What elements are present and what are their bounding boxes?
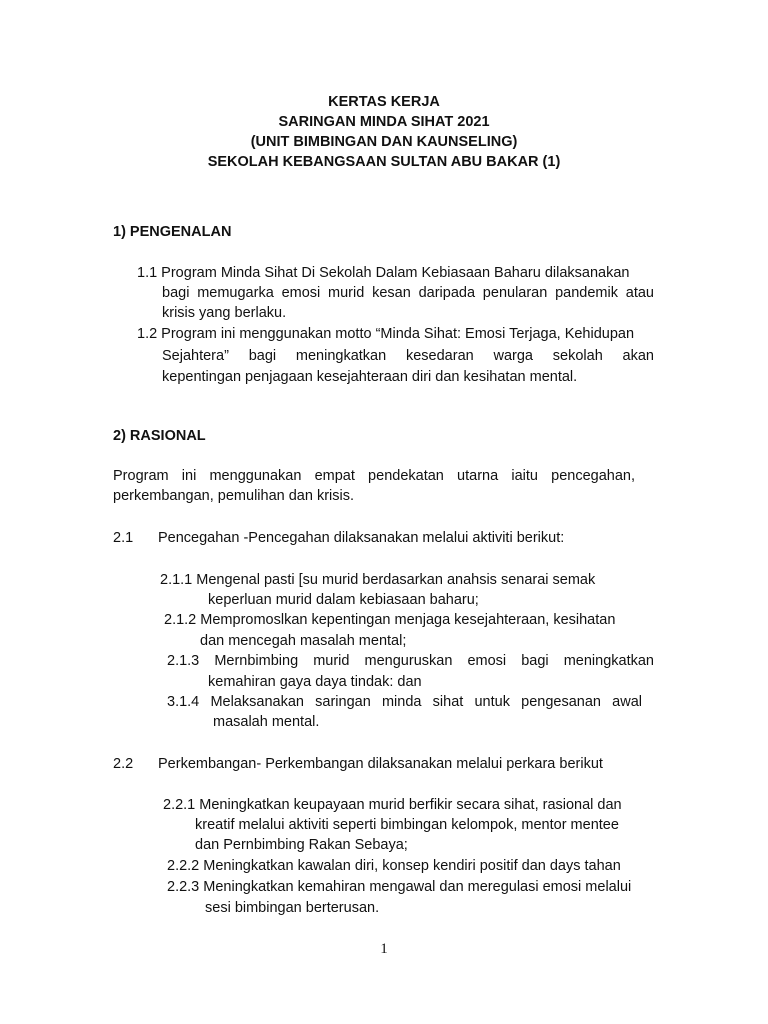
item-2-2-1-line-1: 2.2.1 Meningkatkan keupayaan murid berfikir secara sihat, rasional dan <box>163 797 622 813</box>
section-heading-rasional: 2) RASIONAL <box>113 428 206 444</box>
doc-title-line-1: KERTAS KERJA <box>328 94 440 110</box>
paragraph-1-1-line-3: krisis yang berlaku. <box>162 305 287 321</box>
section-heading-pengenalan: 1) PENGENALAN <box>113 224 232 240</box>
doc-title-line-2: SARINGAN MINDA SIHAT 2021 <box>278 114 490 130</box>
item-2-2-3-line-2: sesi bimbingan berterusan. <box>205 900 380 916</box>
item-2-2-3-line-1: 2.2.3 Meningkatkan kemahiran mengawal dan meregulasi emosi melalui <box>167 879 632 895</box>
subsection-number-2-1: 2.1 <box>113 530 134 546</box>
doc-title-line-3: (UNIT BIMBINGAN DAN KAUNSELING) <box>250 134 518 150</box>
item-2-2-2-line-1: 2.2.2 Meningkatkan kawalan diri, konsep kendiri positif dan days tahan <box>167 858 621 874</box>
paragraph-1-2-line-2: Sejahtera” bagi meningkatkan kesedaran warga sekolah akan <box>162 348 654 364</box>
rasional-intro-line-2: perkembangan, pemulihan dan krisis. <box>113 488 354 504</box>
page-number: 1 <box>380 941 388 957</box>
item-2-2-1-line-2: kreatif melalui aktiviti seperti bimbingan kelompok, mentor mentee <box>195 817 619 833</box>
item-2-1-3-line-1: 2.1.3 Mernbimbing murid menguruskan emosi bagi meningkatkan <box>167 653 654 669</box>
subsection-number-2-2: 2.2 <box>113 756 134 772</box>
paragraph-1-2-line-1: 1.2 Program ini menggunakan motto “Minda Sihat: Emosi Terjaga, Kehidupan <box>137 326 635 342</box>
rasional-intro-line-1: Program ini menggunakan empat pendekatan utarna iaitu pencegahan, <box>113 468 635 484</box>
subsection-text-2-2: Perkembangan- Perkembangan dilaksanakan melalui perkara berikut <box>158 756 603 772</box>
item-2-2-1-line-3: dan Pernbimbing Rakan Sebaya; <box>195 837 408 853</box>
doc-title-line-4: SEKOLAH KEBANGSAAN SULTAN ABU BAKAR (1) <box>207 154 561 170</box>
item-2-1-1-line-1: 2.1.1 Mengenal pasti [su murid berdasarkan anahsis senarai semak <box>160 572 596 588</box>
item-3-1-4-line-2: masalah mental. <box>213 714 320 730</box>
item-2-1-2-line-2: dan mencegah masalah mental; <box>200 633 407 649</box>
paragraph-1-2-line-3: kepentingan penjagaan kesejahteraan diri dan kesihatan mental. <box>162 369 578 385</box>
item-2-1-2-line-1: 2.1.2 Mempromoslkan kepentingan menjaga kesejahteraan, kesihatan <box>164 612 616 628</box>
item-2-1-3-line-2: kemahiran gaya daya tindak: dan <box>208 674 422 690</box>
paragraph-1-1-line-1: 1.1 Program Minda Sihat Di Sekolah Dalam Kebiasaan Baharu dilaksanakan <box>137 265 630 281</box>
item-3-1-4-line-1: 3.1.4 Melaksanakan saringan minda sihat untuk pengesanan awal <box>167 694 642 710</box>
paragraph-1-1-line-2: bagi memugarka emosi murid kesan daripada penularan pandemik atau <box>162 285 654 301</box>
item-2-1-1-line-2: keperluan murid dalam kebiasaan baharu; <box>208 592 479 608</box>
subsection-text-2-1: Pencegahan -Pencegahan dilaksanakan melalui aktiviti berikut: <box>158 530 565 546</box>
